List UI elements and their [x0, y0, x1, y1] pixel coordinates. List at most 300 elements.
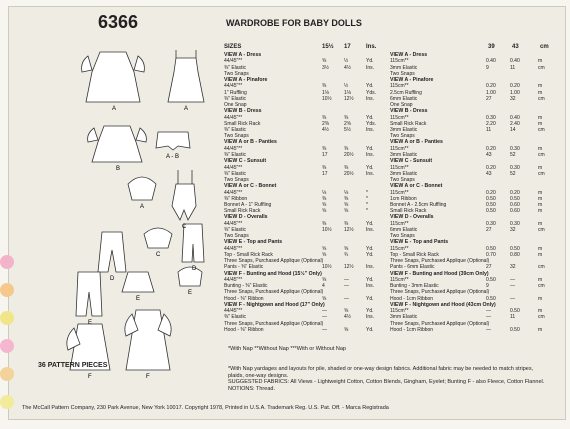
- row-value: ⅝: [322, 202, 327, 208]
- yardage-row: [390, 246, 552, 252]
- row-label: 115cm**: [390, 164, 409, 171]
- row-value: ⅜: [344, 145, 349, 152]
- row-value: Yd.: [366, 164, 374, 171]
- row-value: 0.20: [486, 145, 496, 152]
- yardage-row: [224, 233, 386, 239]
- view-label: E: [136, 296, 141, 302]
- yardage-row: [224, 71, 386, 77]
- row-value: m: [538, 83, 543, 90]
- row-label: Three Snaps, Purchased Applique (Optional): [224, 258, 324, 265]
- row-value: m: [538, 164, 543, 171]
- row-value: 11: [510, 64, 516, 71]
- row-value: Ins.: [366, 95, 375, 102]
- row-value: cm: [538, 283, 545, 290]
- row-label: VIEW D - Overalls: [224, 214, 268, 221]
- row-label: Hood - 1cm Ribbon: [390, 326, 434, 333]
- size-col-metric: 39: [488, 44, 495, 50]
- row-value: 43: [486, 152, 492, 158]
- yardage-row: [390, 196, 552, 202]
- row-label: 115cm**: [390, 245, 409, 252]
- yardage-row: [224, 264, 386, 270]
- row-value: ⅝: [344, 208, 349, 215]
- row-label: VIEW F - Nightgown and Hood (17" Only): [224, 301, 325, 308]
- row-label: Top - Small Rick Rack: [390, 252, 439, 258]
- row-value: ⅛: [322, 189, 327, 196]
- size-col: 15½: [322, 44, 334, 50]
- row-value: ⅝: [344, 308, 349, 315]
- yardage-row: [224, 90, 386, 96]
- row-value: —: [322, 314, 327, 321]
- row-value: —: [344, 277, 349, 283]
- row-value: 0.20: [510, 83, 520, 90]
- hood-drawing: [178, 267, 202, 286]
- row-value: 17: [322, 170, 328, 177]
- yardage-row: [224, 196, 386, 202]
- row-value: —: [510, 277, 515, 283]
- yardage-row: [390, 83, 552, 89]
- yardage-row: [224, 227, 386, 233]
- view-heading: [224, 139, 386, 145]
- row-value: ⅝: [344, 326, 349, 333]
- yardage-row: [390, 308, 552, 314]
- yardage-row: [224, 202, 386, 208]
- row-label: VIEW A - Dress: [224, 52, 262, 58]
- row-value: 43: [486, 170, 492, 177]
- row-value: m: [538, 277, 543, 283]
- row-value: ⅜: [344, 220, 349, 227]
- row-value: 0.40: [510, 114, 520, 121]
- row-value: Yd.: [366, 308, 374, 315]
- color-dot: [0, 395, 14, 409]
- view-heading: [390, 158, 552, 164]
- row-label: Bunting - 3mm Elastic: [390, 283, 439, 290]
- yardage-row: [224, 296, 386, 302]
- row-value: ⅜: [322, 195, 327, 202]
- yardage-row: [224, 152, 386, 158]
- row-value: ⅜: [322, 220, 327, 227]
- row-value: 0.30: [486, 220, 496, 227]
- yardage-row: [224, 115, 386, 121]
- view-heading: [224, 108, 386, 114]
- row-value: 12½: [344, 95, 354, 102]
- row-label: Two Snaps: [224, 177, 249, 183]
- row-label: 44/45"**: [224, 189, 243, 196]
- row-label: VIEW A - Dress: [390, 52, 428, 58]
- suggested-fabrics: SUGGESTED FABRICS: All Views - Lightweight Cotton, Cotton Blends, Gingham, Eyelet; Bunting F - also Fleece, Cotton Flannel.: [228, 379, 545, 385]
- view-heading: [390, 139, 552, 145]
- row-label: Small Rick Rack: [390, 208, 427, 215]
- view-heading: [224, 214, 386, 220]
- row-value: Yd.: [366, 58, 374, 65]
- row-value: m: [538, 245, 543, 252]
- view-label: A: [184, 106, 189, 112]
- row-label: VIEW A or B - Panties: [390, 139, 443, 146]
- row-value: 1⅛: [322, 89, 329, 96]
- row-label: 1" Ruffling: [224, 89, 247, 96]
- row-label: 44/45"**: [224, 114, 243, 121]
- yardage-row: [390, 321, 552, 327]
- row-value: 0.20: [486, 164, 496, 171]
- row-label: Three Snaps, Purchased Applique (Optional): [224, 289, 324, 296]
- view-label: F: [146, 374, 150, 380]
- row-value: 0.30: [510, 220, 520, 227]
- row-value: 27: [486, 264, 492, 271]
- row-label: 3mm Elastic: [390, 64, 418, 71]
- yardage-row: [390, 133, 552, 139]
- row-value: 2⅜: [322, 120, 329, 127]
- yardage-row: [390, 58, 552, 64]
- row-value: 0.50: [486, 202, 496, 208]
- row-label: Two Snaps: [224, 233, 249, 240]
- view-label: E: [88, 320, 93, 326]
- row-label: Two Snaps: [224, 70, 249, 77]
- row-label: VIEW A or C - Bonnet: [390, 183, 443, 190]
- row-value: 27: [486, 95, 492, 102]
- pattern-pieces-count: 36 PATTERN PIECES: [38, 362, 108, 369]
- row-label: VIEW A - Pinafore: [224, 77, 268, 83]
- view-label: C: [156, 252, 161, 258]
- view-label: D: [192, 266, 197, 272]
- row-label: VIEW E - Top and Pants: [224, 239, 283, 246]
- row-label: VIEW D - Overalls: [390, 214, 434, 221]
- row-value: —: [486, 314, 491, 321]
- row-value: 0.50: [486, 295, 496, 302]
- row-value: m: [538, 195, 543, 202]
- row-label: 6mm Elastic: [390, 227, 418, 233]
- row-label: 44/45"**: [224, 245, 243, 252]
- row-value: ⅝: [322, 58, 327, 65]
- row-label: Two Snaps: [390, 233, 415, 240]
- yardage-row: [390, 208, 552, 214]
- view-heading: [390, 108, 552, 114]
- view-label: B: [116, 166, 121, 172]
- row-value: ⅝: [322, 277, 327, 283]
- row-value: m: [538, 208, 543, 215]
- row-value: *: [366, 189, 368, 196]
- row-value: 4½: [344, 314, 351, 321]
- row-value: cm: [538, 95, 545, 102]
- row-label: 115cm**: [390, 220, 409, 227]
- row-label: 6mm Elastic: [390, 95, 418, 102]
- yardage-row: [390, 96, 552, 102]
- yardage-row: [390, 202, 552, 208]
- row-label: Small Rick Rack: [224, 120, 261, 127]
- yardage-row: [390, 190, 552, 196]
- row-value: 0.80: [510, 252, 520, 258]
- row-value: Yds.: [366, 120, 377, 127]
- yardage-row: [224, 96, 386, 102]
- row-value: cm: [538, 170, 545, 177]
- nap-note: *With Nap yardages and layouts for pile, shaded or one-way design fabrics. Additional fabric may be needed to match stripes, plaids, one-way designs.: [228, 366, 534, 379]
- row-label: VIEW C - Sunsuit: [390, 158, 433, 165]
- row-label: 115cm**: [390, 145, 409, 152]
- row-label: Hood - ⅜" Ribbon: [224, 295, 264, 302]
- yardage-row: [390, 65, 552, 71]
- view-heading: [224, 52, 386, 58]
- yardage-row: [224, 177, 386, 183]
- yardage-row: [224, 190, 386, 196]
- view-heading: [224, 239, 386, 245]
- row-value: 20½: [344, 152, 354, 158]
- view-heading: [390, 77, 552, 83]
- yardage-row: [390, 277, 552, 283]
- yardage-row: [224, 246, 386, 252]
- yardage-row: [390, 152, 552, 158]
- row-value: ⅜: [344, 195, 349, 202]
- row-value: 10½: [322, 95, 332, 102]
- size-col: Ins.: [366, 44, 377, 50]
- view-heading: [224, 77, 386, 83]
- row-value: —: [322, 326, 327, 333]
- row-value: 0.50: [510, 195, 520, 202]
- yardage-row: [224, 327, 386, 333]
- row-label: Two Snaps: [390, 133, 415, 140]
- row-value: Yds.: [366, 89, 377, 96]
- row-label: 44/45"**: [224, 277, 243, 283]
- row-value: 11: [510, 314, 516, 321]
- row-value: m: [538, 202, 543, 208]
- row-label: Pants - 6mm Elastic: [390, 264, 435, 271]
- yardage-row: [390, 296, 552, 302]
- row-label: VIEW F - Bunting and Hood (39cm Only): [390, 270, 489, 277]
- row-value: 0.50: [486, 245, 496, 252]
- row-label: 44/45"**: [224, 145, 243, 152]
- row-value: —: [510, 295, 515, 302]
- row-value: 0.50: [486, 277, 496, 283]
- yardage-row: [224, 65, 386, 71]
- row-value: —: [322, 308, 327, 315]
- row-label: 115cm**: [390, 277, 409, 283]
- row-value: 20½: [344, 170, 354, 177]
- pattern-number: 6366: [98, 12, 139, 32]
- nap-legend: *With Nap **Without Nap ***With or Without Nap: [228, 346, 346, 352]
- row-value: Yd.: [366, 145, 374, 152]
- row-label: VIEW C - Sunsuit: [224, 158, 267, 165]
- notions: NOTIONS: Thread.: [228, 385, 275, 392]
- row-label: 115cm**: [390, 308, 409, 315]
- yardage-row: [224, 277, 386, 283]
- row-value: 3½: [322, 64, 329, 71]
- yardage-row: [224, 258, 386, 264]
- row-value: 0.30: [486, 114, 496, 121]
- row-value: Ins.: [366, 283, 375, 290]
- row-value: 1⅛: [344, 89, 351, 96]
- row-label: Two Snaps: [390, 70, 415, 77]
- view-heading: [224, 302, 386, 308]
- sizes-label: SIZES: [224, 44, 242, 50]
- row-value: —: [344, 295, 349, 302]
- yardage-row: [224, 102, 386, 108]
- row-value: 32: [510, 264, 516, 271]
- size-col: 17: [344, 44, 351, 50]
- yardage-row: [224, 133, 386, 139]
- row-value: 0.70: [486, 252, 496, 258]
- yardage-row: [390, 71, 552, 77]
- yardage-row: [390, 289, 552, 295]
- row-value: ⅝: [322, 252, 327, 258]
- row-label: 3mm Elastic: [390, 314, 418, 321]
- row-label: 3mm Elastic: [390, 170, 418, 177]
- row-value: m: [538, 295, 543, 302]
- yardage-row: [224, 146, 386, 152]
- view-heading: [390, 214, 552, 220]
- row-label: VIEW F - Nightgown and Hood (43cm Only): [390, 301, 496, 308]
- row-label: 2.5cm Ruffling: [390, 89, 422, 96]
- yardage-row: [390, 314, 552, 320]
- yardage-chart: [222, 10, 558, 402]
- yardage-row: [224, 58, 386, 64]
- row-value: 2.20: [486, 120, 496, 127]
- row-value: 12½: [344, 264, 354, 271]
- yardage-row: [390, 146, 552, 152]
- garment-illustrations: [18, 10, 216, 390]
- row-value: 0.60: [510, 208, 520, 215]
- row-label: VIEW B - Dress: [390, 108, 428, 115]
- row-value: ⅜: [344, 164, 349, 171]
- row-value: 4: [322, 283, 325, 290]
- yardage-row: [390, 177, 552, 183]
- row-value: 4½: [344, 64, 351, 71]
- sunsuit-c-drawing: [172, 184, 196, 220]
- yardage-row: [390, 233, 552, 239]
- row-label: Two Snaps: [390, 177, 415, 183]
- row-value: m: [538, 252, 543, 258]
- row-label: 3mm Elastic: [390, 152, 418, 158]
- row-value: cm: [538, 264, 545, 271]
- view-label: C: [182, 224, 187, 230]
- row-label: 44/45"**: [224, 164, 243, 171]
- row-value: 0.30: [510, 164, 520, 171]
- row-label: Three Snaps, Purchased Applique (Optional): [224, 320, 324, 327]
- row-label: ⅜" Elastic: [224, 314, 247, 321]
- color-dots: [0, 255, 18, 425]
- row-value: cm: [538, 227, 545, 233]
- row-value: Ins.: [366, 127, 375, 133]
- row-label: Two Snaps: [224, 133, 249, 140]
- row-value: 0.50: [510, 245, 520, 252]
- row-label: 115cm**: [390, 114, 409, 121]
- row-value: 14: [510, 127, 516, 133]
- color-dot: [0, 311, 14, 325]
- yardage-row: [224, 289, 386, 295]
- row-label: Hood - 1cm Ribbon: [390, 295, 434, 302]
- row-value: —: [486, 308, 491, 315]
- color-dot: [0, 339, 14, 353]
- row-label: Small Rick Rack: [224, 208, 261, 215]
- row-value: 0.20: [486, 83, 496, 90]
- row-value: ⅜: [322, 145, 327, 152]
- row-label: ⅜" Elastic: [224, 95, 247, 102]
- chart-title: WARDROBE FOR BABY DOLLS: [226, 18, 362, 28]
- row-value: 2⅝: [344, 120, 351, 127]
- view-label: D: [110, 276, 115, 282]
- row-value: 0.20: [486, 189, 496, 196]
- row-value: 0.50: [510, 326, 520, 333]
- row-value: Yd.: [366, 245, 374, 252]
- row-value: Yd.: [366, 295, 374, 302]
- row-label: One Snap: [390, 102, 413, 108]
- row-value: 0.20: [510, 189, 520, 196]
- row-value: *: [366, 195, 368, 202]
- row-value: ⅜: [322, 83, 327, 90]
- yardage-row: [390, 90, 552, 96]
- view-label: E: [188, 290, 193, 296]
- row-label: VIEW A - Pinafore: [390, 77, 434, 83]
- row-value: 1.00: [486, 89, 496, 96]
- row-label: Bonnet A - 1" Ruffling: [224, 202, 272, 208]
- view-heading: [390, 271, 552, 277]
- row-value: —: [344, 283, 349, 290]
- row-value: 5½: [344, 127, 351, 133]
- row-label: ⅜" Elastic: [224, 227, 247, 233]
- row-label: 44/45"**: [224, 220, 243, 227]
- yardage-row: [224, 208, 386, 214]
- yardage-row: [390, 258, 552, 264]
- row-value: m: [538, 308, 543, 315]
- yardage-row: [224, 171, 386, 177]
- row-value: 32: [510, 95, 516, 102]
- row-label: VIEW E - Top and Pants: [390, 239, 449, 246]
- size-col-metric: 43: [512, 44, 519, 50]
- bonnet-a-drawing: [128, 177, 156, 200]
- row-label: ⅜" Elastic: [224, 64, 247, 71]
- row-value: 52: [510, 170, 516, 177]
- top-e-drawing: [122, 272, 154, 292]
- row-value: m: [538, 114, 543, 121]
- view-label: A - B: [166, 154, 180, 160]
- row-label: ⅜" Elastic: [224, 152, 247, 158]
- row-value: *: [366, 202, 368, 208]
- row-value: 2.40: [510, 120, 520, 127]
- row-value: Ins.: [366, 227, 375, 233]
- row-value: ½: [344, 83, 349, 90]
- row-label: Small Rick Rack: [390, 120, 427, 127]
- row-value: Ins.: [366, 314, 375, 321]
- dress-a-drawing: [86, 52, 140, 102]
- yardage-row: [390, 115, 552, 121]
- row-label: VIEW B - Dress: [224, 108, 262, 115]
- panties-drawing: [156, 132, 190, 150]
- row-label: One Snap: [224, 102, 247, 108]
- yardage-row: [224, 252, 386, 258]
- row-label: 44/45"**: [224, 83, 243, 90]
- row-label: Bonnet A - 2.5cm Ruffling: [390, 202, 447, 208]
- row-label: VIEW A or B - Panties: [224, 139, 277, 146]
- yardage-row: [224, 83, 386, 89]
- yardage-row: [224, 314, 386, 320]
- row-value: 0.60: [510, 202, 520, 208]
- view-heading: [390, 239, 552, 245]
- yardage-row: [224, 165, 386, 171]
- row-value: Yd.: [366, 83, 374, 90]
- row-label: Pants - ⅜" Elastic: [224, 264, 264, 271]
- row-value: 52: [510, 152, 516, 158]
- row-value: cm: [538, 152, 545, 158]
- yardage-row: [224, 283, 386, 289]
- company-footer: The McCall Pattern Company, 230 Park Avenue, New York 10017. Copyright 1978, Printed in U.S.A. Trademark Reg. U.S. Pat. Off. - Marca Registrada: [22, 405, 389, 411]
- row-value: ⅝: [344, 202, 349, 208]
- row-label: Hood - ⅜" Ribbon: [224, 326, 264, 333]
- row-value: 0.50: [486, 208, 496, 215]
- yardage-row: [390, 252, 552, 258]
- row-label: 115cm**: [390, 58, 409, 65]
- view-label: F: [88, 374, 92, 380]
- yardage-row: [390, 221, 552, 227]
- yardage-row: [224, 121, 386, 127]
- row-value: 0.50: [486, 195, 496, 202]
- row-label: 44/45"**: [224, 308, 243, 315]
- yardage-row: [224, 308, 386, 314]
